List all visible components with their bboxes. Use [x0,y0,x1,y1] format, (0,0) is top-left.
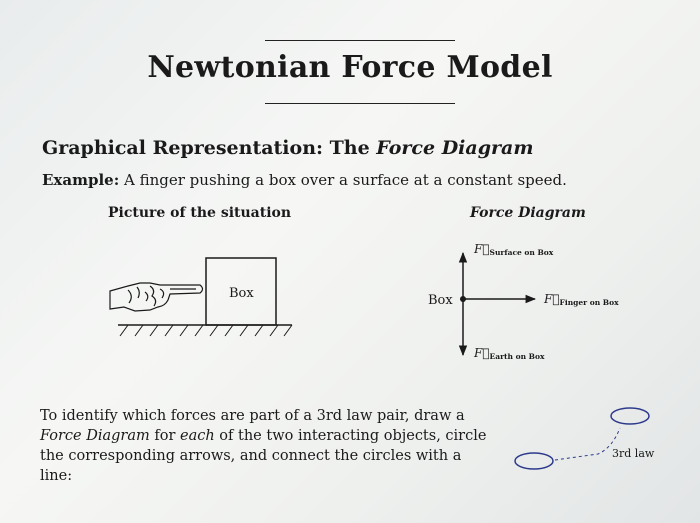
example-label: Example: [42,171,120,189]
force-label-surface-on-box [474,242,553,257]
force-diagram [460,253,535,355]
force-subscript: Earth on Box [489,352,545,361]
third-law-label: 3rd law [612,447,655,460]
instruction-italic2: each [180,428,215,444]
force-label-earth-on-box [474,346,544,361]
pair-connector-line [555,428,620,460]
pair-circle-upper [611,408,649,424]
example-text: A finger pushing a box over a surface at a constant speed. [119,171,567,189]
box-label: Box [229,286,254,301]
force-symbol: F⃗ [474,242,490,256]
instruction-italic1: Force Diagram [40,428,150,444]
force-label-finger-on-box [544,292,619,307]
page-title: Newtonian Force Model [147,50,553,85]
force-symbol: F⃗ [474,346,490,360]
force-subscript: Surface on Box [489,248,554,257]
force-symbol: F⃗ [544,292,560,306]
diagram-label: Force Diagram [470,205,586,221]
pair-circle-lower [515,453,553,469]
fd-box-label: Box [428,293,453,308]
instruction-part3: of the two interacting objects, circle the corresponding arrows, and connect the circles with a line: [40,428,487,484]
force-subscript: Finger on Box [559,298,619,307]
heading-italic: Force Diagram [376,137,534,159]
finger-hand-icon [110,283,203,311]
instruction-part2: for [149,428,181,444]
picture-label: Picture of the situation [108,205,292,221]
instruction-paragraph [40,406,490,486]
box-point [460,296,466,302]
instruction-part1: To identify which forces are part of a 3rd law pair, draw a [40,408,465,424]
heading-prefix: Graphical Representation: The [42,137,377,159]
ground-surface [118,325,292,336]
